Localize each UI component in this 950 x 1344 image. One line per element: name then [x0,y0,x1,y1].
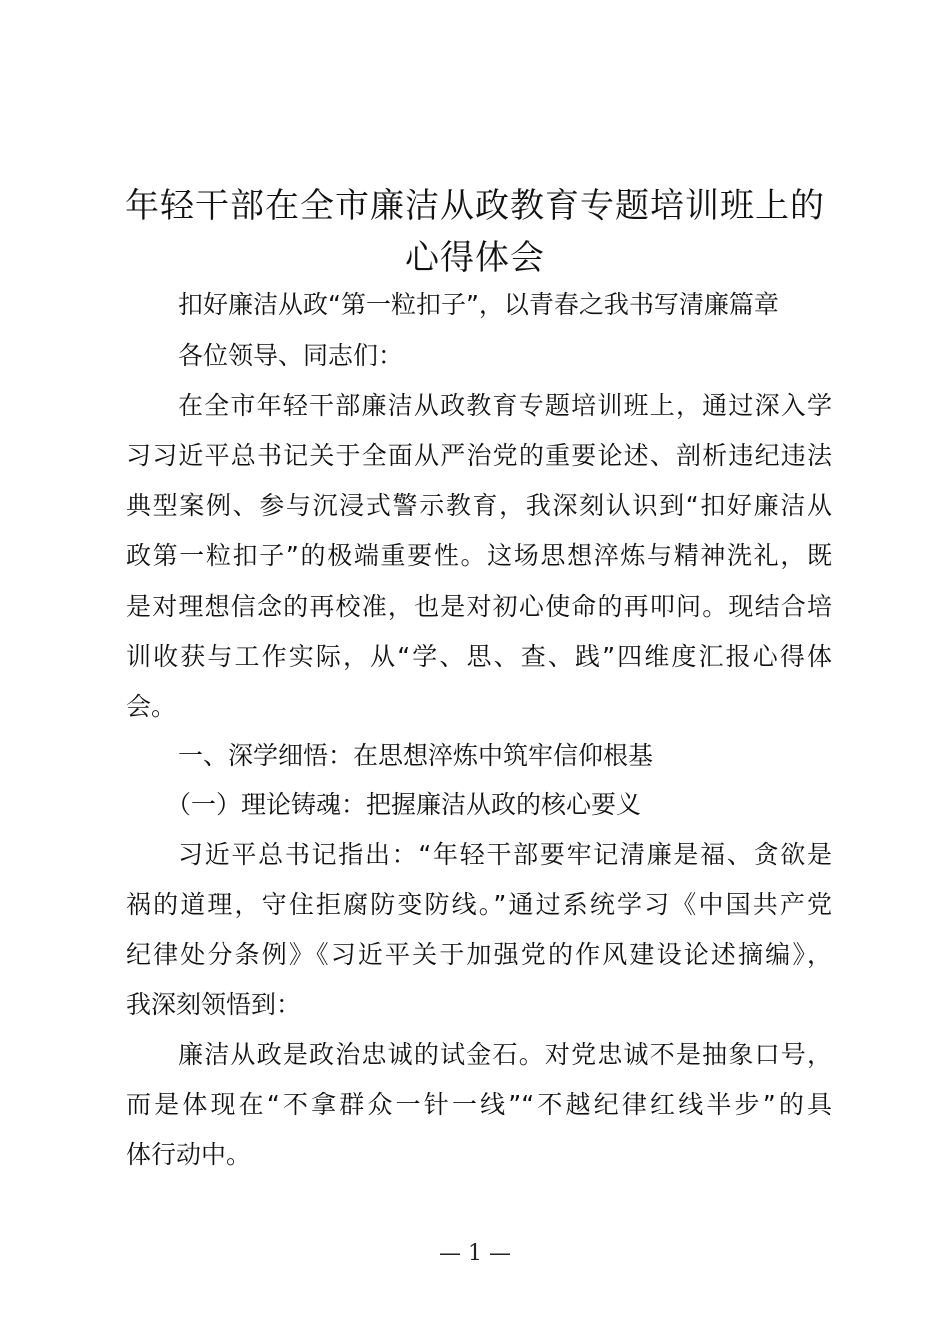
paragraph-2-line: 我深刻领悟到： [126,990,302,1019]
salutation: 各位领导、同志们： [178,341,404,370]
document-subtitle: 扣好廉洁从政“第一粒扣子”，以青春之我书写清廉篇章 [178,290,779,319]
paragraph-1-line: 政第一粒扣子”的极端重要性。这场思想淬炼与精神洗礼，既 [126,541,832,570]
section-heading-1: 一、深学细悟：在思想淬炼中筑牢信仰根基 [178,741,654,770]
subsection-heading-1-1: （一）理论铸魂：把握廉洁从政的核心要义 [166,790,642,819]
paragraph-3-line: 廉洁从政是政治忠诚的试金石。对党忠诚不是抽象口号， [178,1040,832,1069]
paragraph-1-line: 是对理想信念的再校准，也是对初心使命的再叩问。现结合培 [126,592,832,621]
document-title-line-1: 年轻干部在全市廉洁从政教育专题培训班上的 [125,186,825,226]
document-title-line-2: 心得体会 [405,238,545,278]
paragraph-1-line: 在全市年轻干部廉洁从政教育专题培训班上，通过深入学 [178,391,832,420]
paragraph-2-line: 祸的道理，守住拒腐防变防线。”通过系统学习《中国共产党 [126,890,832,919]
paragraph-2-line: 习近平总书记指出：“年轻干部要牢记清廉是福、贪欲是 [178,840,832,869]
paragraph-3-line: 而是体现在“不拿群众一针一线”“不越纪律红线半步”的具 [126,1090,832,1119]
paragraph-1-line: 典型案例、参与沉浸式警示教育，我深刻认识到“扣好廉洁从 [126,491,832,520]
paragraph-1-line: 训收获与工作实际，从“学、思、查、践”四维度汇报心得体 [126,642,832,671]
paragraph-3-line: 体行动中。 [126,1140,252,1169]
paragraph-1-line: 会。 [126,692,177,721]
paragraph-1-line: 习习近平总书记关于全面从严治党的重要论述、剖析违纪违法 [126,441,832,470]
page-number: — 1 — [439,1241,511,1266]
paragraph-2-line: 纪律处分条例》《习近平关于加强党的作风建设论述摘编》， [126,940,832,969]
